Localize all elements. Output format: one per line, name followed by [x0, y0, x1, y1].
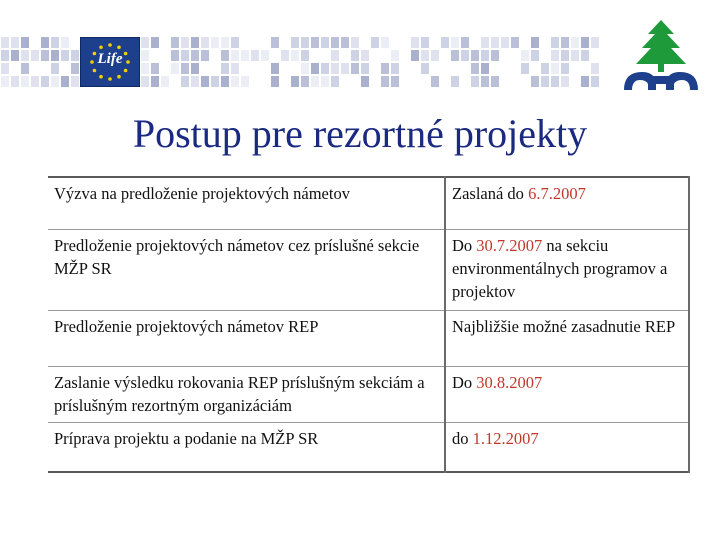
- page-title: Postup pre rezortné projekty: [132, 111, 588, 156]
- step-cell: Predloženie projektových námetov REP: [48, 311, 445, 367]
- table-row: [48, 177, 689, 230]
- life-logo-text: Life: [97, 51, 123, 67]
- table-row: [48, 423, 689, 473]
- deadline-cell: do 1.12.2007: [445, 423, 689, 473]
- step-cell: Predloženie projektových námetov cez príslušné sekcie MŽP SR: [48, 230, 445, 311]
- deadline-cell: Zaslaná do 6.7.2007: [445, 177, 689, 230]
- table-row: [48, 311, 689, 367]
- table-row: [48, 230, 689, 311]
- step-cell: Výzva na predloženie projektových námetov: [48, 177, 445, 230]
- table-row: [48, 367, 689, 423]
- deadline-cell: Najbližšie možné zasadnutie REP: [445, 311, 689, 367]
- deadline-cell: Do 30.7.2007 na sekciu environmentálnych programov a projektov: [445, 230, 689, 311]
- step-cell: Príprava projektu a podanie na MŽP SR: [48, 423, 445, 473]
- step-cell: Zaslanie výsledku rokovania REP príslušným sekciám a príslušným rezortným organizáciám: [48, 367, 445, 423]
- ministry-tree-logo: [618, 18, 704, 98]
- procedure-table: [48, 176, 690, 473]
- deadline-cell: Do 30.8.2007: [445, 367, 689, 423]
- eu-life-logo: [80, 37, 140, 87]
